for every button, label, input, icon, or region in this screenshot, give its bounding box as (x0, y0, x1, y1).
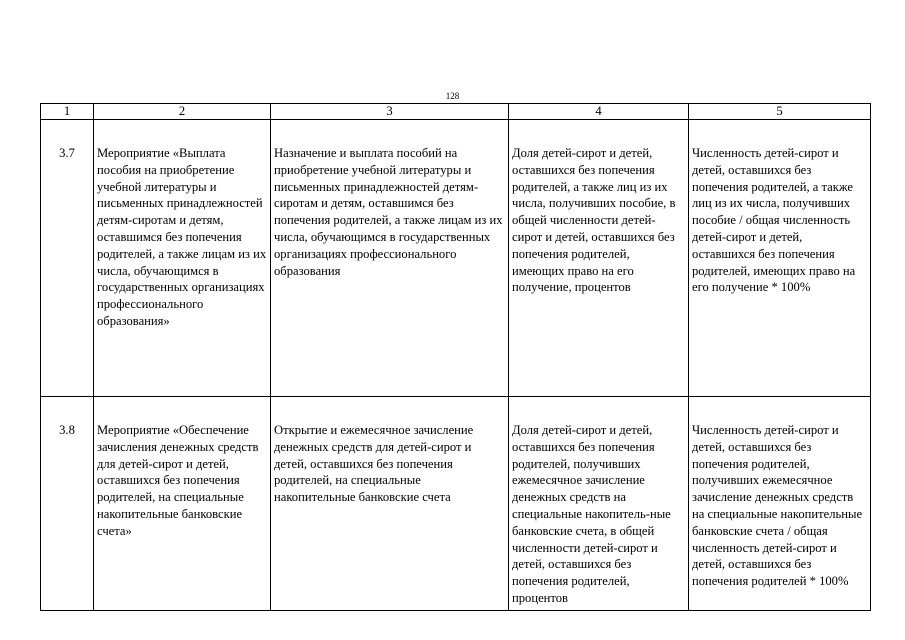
indicator-text: Доля детей-сирот и детей, оставшихся без попечения родителей, а также лиц из их числа, получивших пособие, в общей численности детей-сирот и детей, оставшихся без попечения родителей, имеющих право на его получение, процентов (512, 146, 676, 295)
formula-cell (689, 120, 871, 397)
row-number: 3.8 (59, 423, 75, 437)
formula-text: Численность детей-сирот и детей, оставшихся без попечения родителей, получивших ежемесячное зачисление денежных средств на специальные накопительные банковские счета / общая численность детей-сирот и детей, оставшихся без попечения родителей * 100% (692, 423, 863, 589)
column-header-5: 5 (689, 104, 871, 120)
measure-content-cell (271, 397, 509, 611)
measure-name-cell (94, 397, 271, 611)
indicator-cell (509, 120, 689, 397)
row-number-cell (41, 120, 94, 397)
indicator-cell (509, 397, 689, 611)
page-number: 128 (445, 91, 460, 101)
measure-name: Мероприятие «Обеспечение зачисления денежных средств для детей-сирот и детей, оставшихся без попечения родителей, на специальные накопительные банковские счета» (97, 423, 259, 538)
formula-cell (689, 397, 871, 611)
column-header-1: 1 (41, 104, 94, 120)
column-header-4: 4 (509, 104, 689, 120)
measure-content: Назначение и выплата пособий на приобретение учебной литературы и письменных принадлежностей детям-сиротам и детям, оставшимся без попечения родителей, а также лицам из их числа, обучающимся в государственных организациях профессионального образования (274, 146, 503, 278)
measure-content-cell (271, 120, 509, 397)
formula-text: Численность детей-сирот и детей, оставшихся без попечения родителей, а также лиц из их числа, получивших пособие / общая численность детей-сирот и детей, оставшихся без попечения родителей, имеющих право на его получение * 100% (692, 146, 856, 295)
program-measures-table (40, 103, 871, 611)
column-header-2: 2 (94, 104, 271, 120)
table-header-row (41, 104, 871, 120)
row-number: 3.7 (59, 146, 75, 160)
row-number-cell (41, 397, 94, 611)
column-header-3: 3 (271, 104, 509, 120)
table-row (41, 397, 871, 611)
measure-name: Мероприятие «Выплата пособия на приобретение учебной литературы и письменных принадлежностей детям-сиротам и детям, оставшимся без попечения родителей, а также лицам из их числа, обучающимся в государственных организациях профессионального образования» (97, 146, 267, 328)
measure-name-cell (94, 120, 271, 397)
indicator-text: Доля детей-сирот и детей, оставшихся без попечения родителей, получивших ежемесячное зачисление денежных средств на специальные накопитель-ные банковские счета, в общей численности детей-сирот и детей, оставшихся без попечения родителей, процентов (512, 423, 671, 605)
measure-content: Открытие и ежемесячное зачисление денежных средств для детей-сирот и детей, оставшихся без попечения родителей, на специальные накопительные банковские счета (274, 423, 474, 505)
table-row (41, 120, 871, 397)
